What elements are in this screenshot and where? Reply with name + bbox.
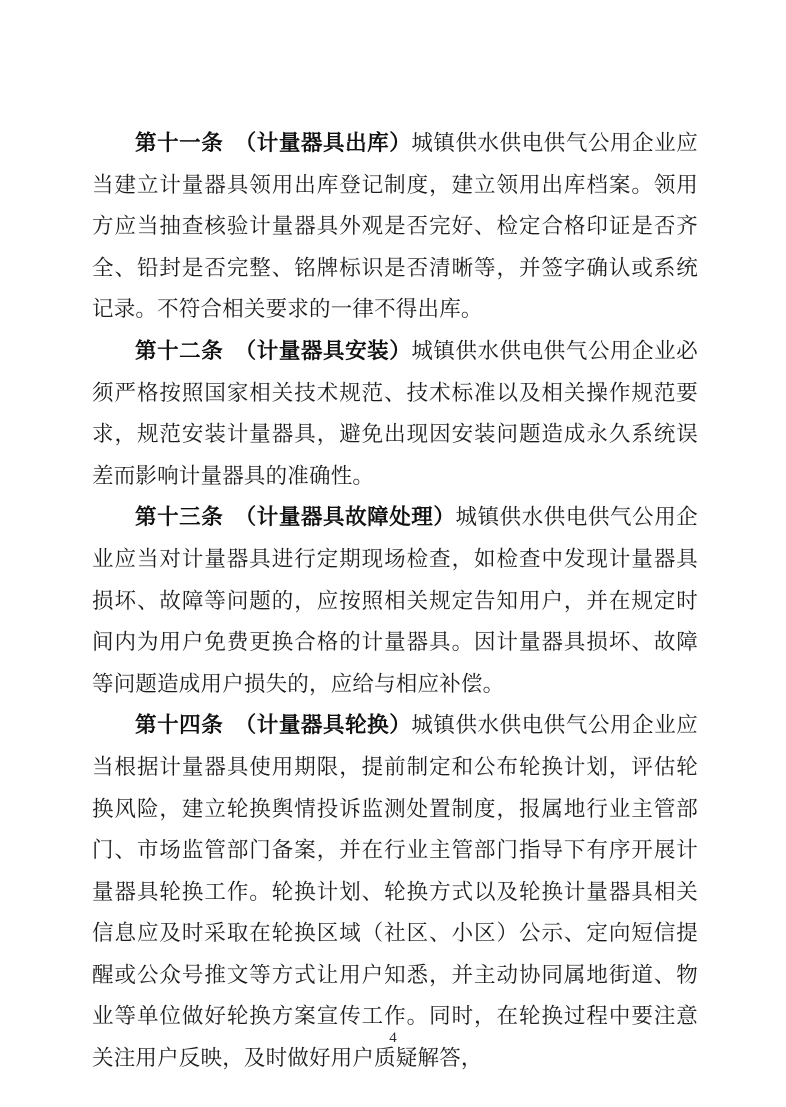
article-14-heading: 第十四条 （计量器具轮换） [135,713,412,738]
page-number: 4 [389,1030,397,1046]
article-13-heading: 第十三条 （计量器具故障处理） [135,505,456,530]
article-12-heading: 第十二条 （计量器具安装） [135,338,412,363]
article-12-body: 城镇供水供电供气公用企业必须严格按照国家相关技术规范、技术标准以及相关操作规范要求，规范安装计量器具，避免出现因安装问题造成永久系统误差而影响计量器具的准确性。 [92,338,698,488]
article-11-body: 城镇供水供电供气公用企业应当建立计量器具领用出库登记制度，建立领用出库档案。领用方应当抽查核验计量器具外观是否完好、检定合格印证是否齐全、铅封是否完整、铭牌标识是否清晰等，并签字确认或系统记录。不符合相关要求的一律不得出库。 [92,131,698,322]
article-paragraph-13 [92,497,698,705]
document-text-block [92,123,698,1080]
article-13-body: 城镇供水供电供气公用企业应当对计量器具进行定期现场检查，如检查中发现计量器具损坏、故障等问题的，应按照相关规定告知用户，并在规定时间内为用户免费更换合格的计量器具。因计量器具损坏、故障等问题造成用户损失的，应给与相应补偿。 [92,505,698,696]
article-paragraph-14 [92,705,698,1079]
article-11-heading: 第十一条 （计量器具出库） [135,131,412,155]
article-14-body: 城镇供水供电供气公用企业应当根据计量器具使用期限，提前制定和公布轮换计划，评估轮换风险，建立轮换舆情投诉监测处置制度，报属地行业主管部门、市场监管部门备案，并在行业主管部门指导下有序开展计量器具轮换工作。轮换计划、轮换方式以及轮换计量器具相关信息应及时采取在轮换区域（社区、小区）公示、定向短信提醒或公众号推文等方式让用户知悉，并主动协同属地街道、物业等单位做好轮换方案宣传工作。同时，在轮换过程中要注意关注用户反映，及时做好用户质疑解答， [92,713,698,1071]
article-paragraph-11 [92,123,698,331]
article-paragraph-12 [92,331,698,497]
